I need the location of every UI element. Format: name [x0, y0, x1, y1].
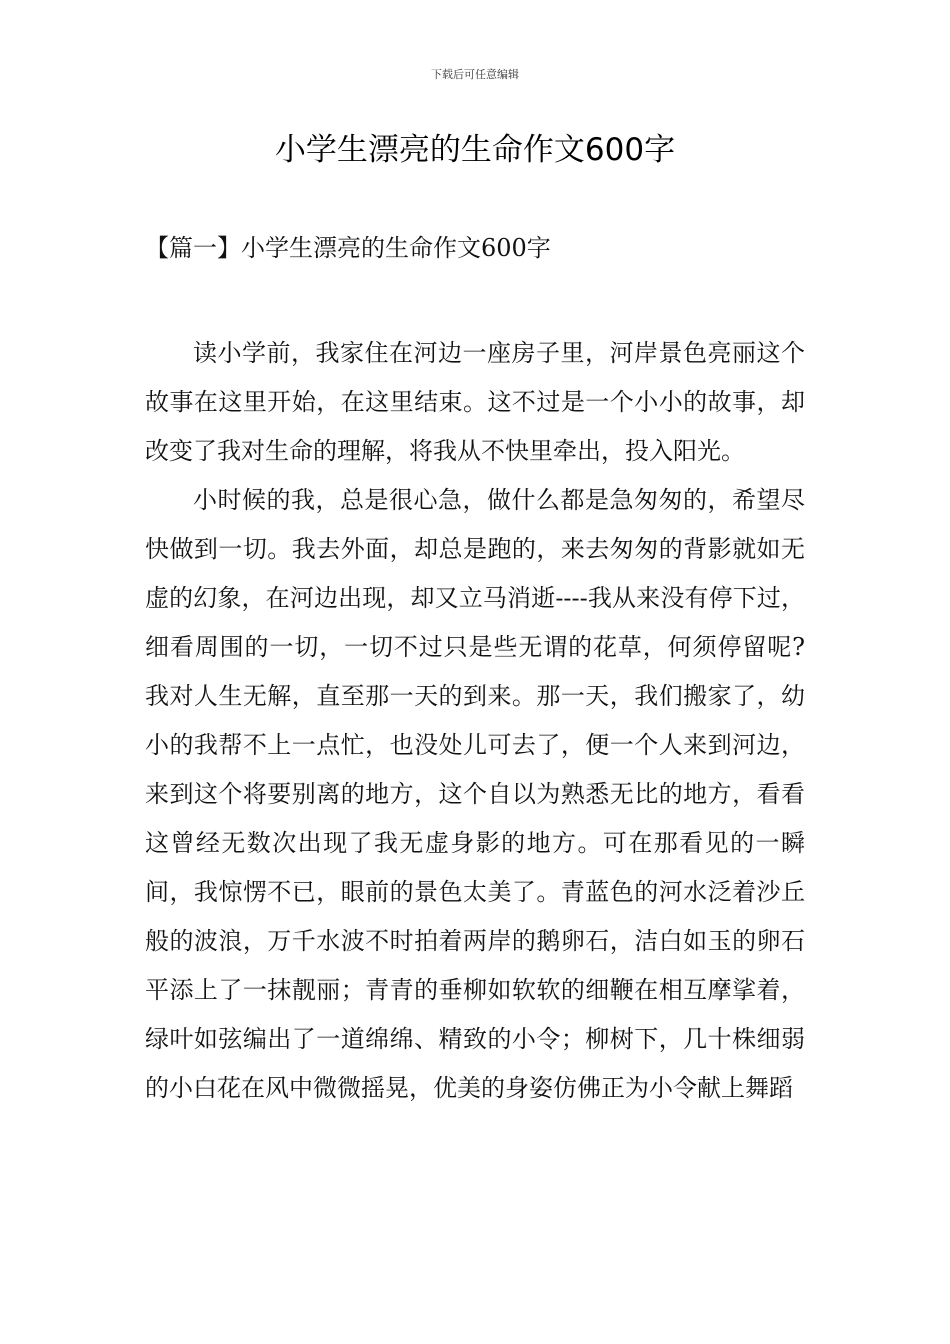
paragraph: 读小学前，我家住在河边一座房子里，河岸景色亮丽这个故事在这里开始，在这里结束。这不过是一个小小的故事，却改变了我对生命的理解，将我从不快里牵出，投入阳光。	[145, 339, 805, 465]
header-note: 下载后可任意编辑	[431, 68, 519, 81]
paragraph: 小时候的我，总是很心急，做什么都是急匆匆的，希望尽快做到一切。我去外面，却总是跑的，来去匆匆的背影就如无虚的幻象，在河边出现，却又立马消逝----我从来没有停下过，细看周围的一切，一切不过只是些无谓的花草，何须停留呢?我对人生无解，直至那一天的到来。那一天，我们搬家了，幼小的我帮不上一点忙，也没处儿可去了，便一个人来到河边，来到这个将要别离的地方，这个自以为熟悉无比的地方，看看这曾经无数次出现了我无虚身影的地方。可在那看见的一瞬间，我惊愣不已，眼前的景色太美了。青蓝色的河水泛着沙丘般的波浪，万千水波不时拍着两岸的鹅卵石，洁白如玉的卵石平添上了一抹靓丽；青青的垂柳如软软的细鞭在相互摩挲着，绿叶如弦编出了一道绵绵、精致的小令；柳树下，几十株细弱的小白花在风中微微摇晃，优美的身姿仿佛正为小令献上舞蹈	[145, 486, 805, 1102]
document-title: 小学生漂亮的生命作文600字	[274, 132, 676, 168]
section-heading: 【篇一】小学生漂亮的生命作文600字	[145, 234, 551, 262]
body-text	[145, 329, 805, 1113]
